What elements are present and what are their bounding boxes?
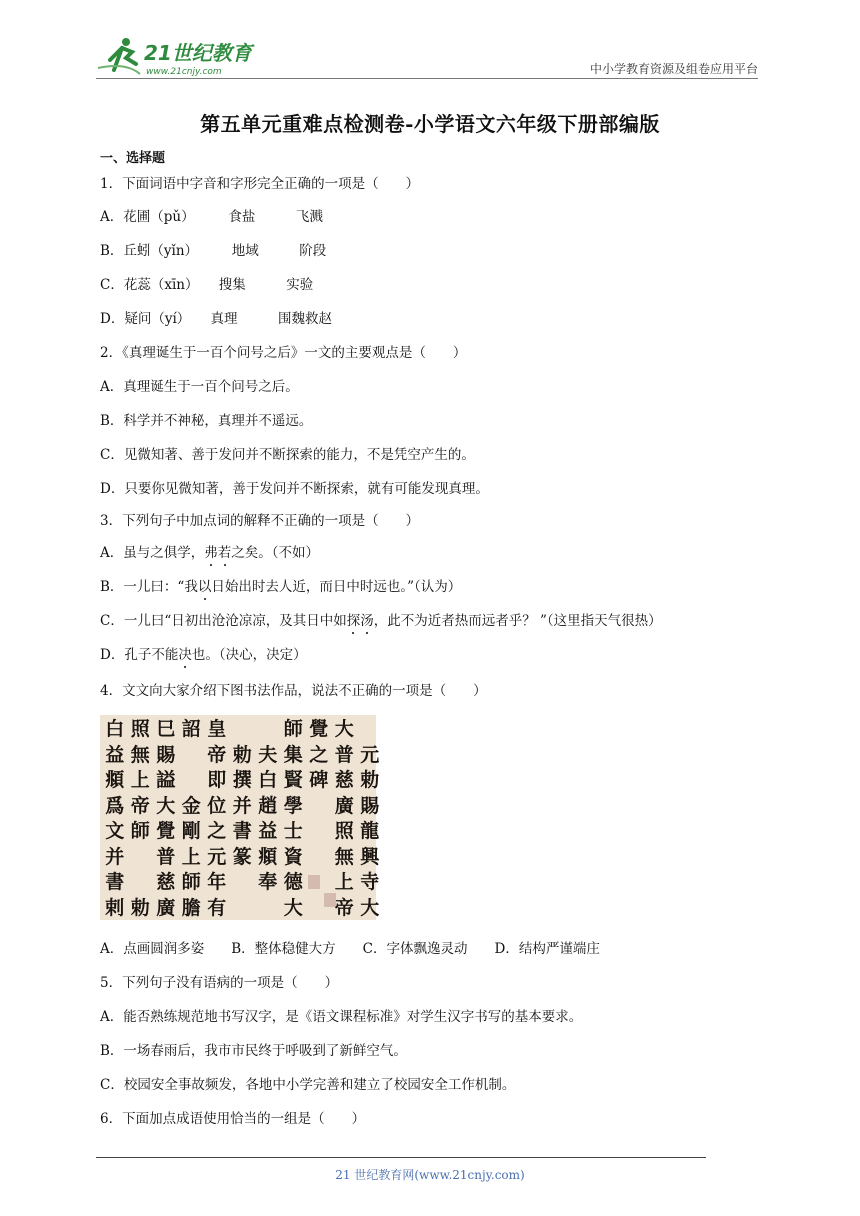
- calligraphy-char: 德: [283, 871, 303, 893]
- q5-stem: 5．下列句子没有语病的一项是（ ）: [100, 975, 339, 991]
- calligraphy-char: 士: [283, 820, 303, 842]
- dotted-char: 若: [217, 545, 232, 561]
- calligraphy-char: 撰: [232, 769, 252, 791]
- calligraphy-char: 元: [360, 743, 380, 766]
- calligraphy-char: 師: [181, 871, 201, 893]
- calligraphy-char: 賜: [360, 794, 380, 817]
- q2-option-d: D．只要你见微知著，善于发问并不断探索，就有可能发现真理。: [100, 481, 489, 497]
- calligraphy-char: 大: [360, 896, 380, 919]
- calligraphy-char: 頫: [105, 769, 125, 791]
- q5-option-a: A．能否熟练规范地书写汉字，是《语文课程标准》对学生汉字书写的基本要求。: [100, 1009, 583, 1025]
- calligraphy-char: 龍: [360, 820, 380, 842]
- calligraphy-char: 大: [156, 794, 176, 817]
- calligraphy-char: 爲: [105, 794, 125, 817]
- q1-option-d: D．疑问（yí） 真理 围魏救赵: [100, 311, 333, 327]
- q2-option-b: B．科学并不神秘，真理并不遥远。: [100, 413, 313, 429]
- q3-option-a: A．虽与之俱学，弗若之矣。（不如）: [100, 545, 319, 561]
- calligraphy-char: 奉: [258, 871, 278, 893]
- calligraphy-char: 賜: [156, 743, 176, 766]
- logo: [96, 34, 266, 78]
- q6-stem: 6．下面加点成语使用恰当的一组是（ ）: [100, 1111, 366, 1127]
- q1-stem: 1．下面词语中字音和字形完全正确的一项是（ ）: [100, 176, 420, 192]
- calligraphy-char: 金: [181, 794, 201, 817]
- page-title: 第五单元重难点检测卷-小学语文六年级下册部编版: [200, 112, 660, 136]
- q4-stem: 4．文文向大家介绍下图书法作品，说法不正确的一项是（ ）: [100, 683, 487, 699]
- q5-option-c: C．校园安全事故频发，各地中小学完善和建立了校园安全工作机制。: [100, 1077, 516, 1093]
- q3-option-c: C．一儿曰“日初出沧沧凉凉，及其日中如探汤，此不为近者热而远者乎？ ”（这里指天气很热）: [100, 613, 662, 629]
- calligraphy-char: 巳: [156, 718, 176, 740]
- calligraphy-char: 益: [258, 820, 278, 842]
- q3-option-d: D．孔子不能决也。（决心，决定）: [100, 647, 307, 663]
- calligraphy-char: 篆: [232, 845, 252, 868]
- calligraphy-char: 白: [258, 769, 278, 791]
- footer-divider: [96, 1157, 706, 1158]
- seal-stamp: [308, 875, 320, 889]
- calligraphy-char: 覺: [156, 820, 176, 842]
- calligraphy-char: 并: [105, 845, 125, 868]
- footer-text: 21 世纪教育网(www.21cnjy.com): [335, 1168, 525, 1182]
- calligraphy-char: 夫: [258, 743, 278, 766]
- calligraphy-char: 無: [334, 845, 354, 868]
- calligraphy-char: 普: [156, 845, 176, 868]
- calligraphy-char: 普: [334, 743, 354, 766]
- calligraphy-char: 集: [283, 743, 303, 766]
- calligraphy-char: 上: [130, 769, 150, 791]
- calligraphy-char: 廣: [156, 896, 176, 919]
- calligraphy-char: 元: [207, 845, 227, 868]
- calligraphy-char: 慈: [334, 769, 354, 791]
- q1-option-c: C．花蕊（xīn） 搜集 实验: [100, 277, 314, 293]
- calligraphy-char: 帝: [130, 794, 150, 817]
- dotted-char: 弗: [204, 545, 218, 561]
- calligraphy-char: 上: [334, 871, 354, 893]
- q2-stem: 2．《真理诞生于一百个问号之后》一文的主要观点是（ ）: [100, 345, 467, 361]
- calligraphy-char: 資: [283, 845, 303, 868]
- dotted-char: 探: [346, 613, 361, 629]
- dotted-char: 以: [197, 579, 212, 595]
- dotted-char: 汤: [360, 613, 374, 629]
- calligraphy-char: 謚: [156, 769, 176, 791]
- calligraphy-char: 即: [207, 769, 227, 791]
- calligraphy-char: 年: [207, 871, 227, 893]
- header-divider: [96, 78, 758, 79]
- q1-option-a: A．花圃（pǔ） 食盐 飞溅: [100, 209, 323, 225]
- calligraphy-char: 學: [283, 794, 303, 817]
- calligraphy-char: 頫: [258, 845, 278, 868]
- platform-label: 中小学教育资源及组卷应用平台: [589, 62, 758, 76]
- calligraphy-image: [100, 715, 380, 920]
- calligraphy-char: 皇: [207, 718, 227, 740]
- q5-option-b: B．一场春雨后，我市市民终于呼吸到了新鲜空气。: [100, 1043, 407, 1059]
- q4-options: A．点画圆润多姿 B．整体稳健大方 C．字体飘逸灵动 D．结构严谨端庄: [100, 941, 600, 957]
- q3-option-b: B．一儿曰：“我以日始出时去人近，而日中时远也。”（认为）: [100, 579, 462, 595]
- calligraphy-char: 白: [105, 718, 125, 740]
- calligraphy-char: 文: [105, 820, 125, 842]
- dotted-char: 决: [178, 647, 192, 663]
- calligraphy-char: 無: [130, 743, 150, 766]
- calligraphy-char: 之: [207, 820, 227, 842]
- calligraphy-char: 大: [283, 896, 303, 919]
- calligraphy-char: 帝: [334, 896, 354, 919]
- calligraphy-char: 大: [334, 718, 354, 740]
- calligraphy-char: 寺: [360, 871, 380, 893]
- calligraphy-char: 師: [283, 718, 303, 740]
- calligraphy-char: 帝: [207, 743, 227, 766]
- calligraphy-char: 廣: [334, 794, 354, 817]
- q2-option-c: C．见微知著、善于发问并不断探索的能力，不是凭空产生的。: [100, 447, 475, 463]
- calligraphy-char: 照: [130, 718, 150, 740]
- calligraphy-char: 勅: [232, 743, 252, 766]
- calligraphy-char: 之: [309, 743, 329, 766]
- calligraphy-char: 照: [334, 820, 354, 842]
- q1-option-b: B．丘蚓（yǐn） 地域 阶段: [100, 243, 327, 259]
- svg-text:21世纪教育: 21世纪教育: [144, 41, 252, 65]
- calligraphy-char: 賢: [283, 769, 303, 791]
- calligraphy-char: 勅: [130, 896, 150, 919]
- calligraphy-char: 書: [232, 820, 252, 842]
- calligraphy-char: 慈: [156, 871, 176, 893]
- calligraphy-char: 位: [207, 794, 227, 817]
- calligraphy-char: 剛: [181, 820, 201, 842]
- svg-text:www.21cnjy.com: www.21cnjy.com: [146, 67, 222, 77]
- calligraphy-char: 覺: [309, 718, 329, 740]
- calligraphy-char: 趙: [258, 794, 278, 817]
- calligraphy-char: 碑: [309, 769, 329, 791]
- calligraphy-char: 書: [105, 871, 125, 893]
- calligraphy-char: 詔: [181, 718, 201, 740]
- calligraphy-char: 膽: [181, 896, 201, 919]
- calligraphy-char: 剌: [105, 896, 125, 919]
- q2-option-a: A．真理诞生于一百个问号之后。: [100, 379, 299, 395]
- calligraphy-char: 并: [232, 794, 252, 817]
- calligraphy-char: 興: [360, 845, 380, 868]
- runner-logo-icon: [96, 34, 266, 78]
- calligraphy-char: 勅: [360, 769, 380, 791]
- page-header: [96, 30, 758, 78]
- calligraphy-char: 有: [207, 896, 227, 919]
- calligraphy-char: 上: [181, 845, 201, 868]
- calligraphy-char: 師: [130, 820, 150, 842]
- q3-stem: 3．下列句子中加点词的解释不正确的一项是（ ）: [100, 513, 420, 529]
- section-heading: 一、选择题: [100, 151, 166, 166]
- calligraphy-char: 益: [105, 743, 125, 766]
